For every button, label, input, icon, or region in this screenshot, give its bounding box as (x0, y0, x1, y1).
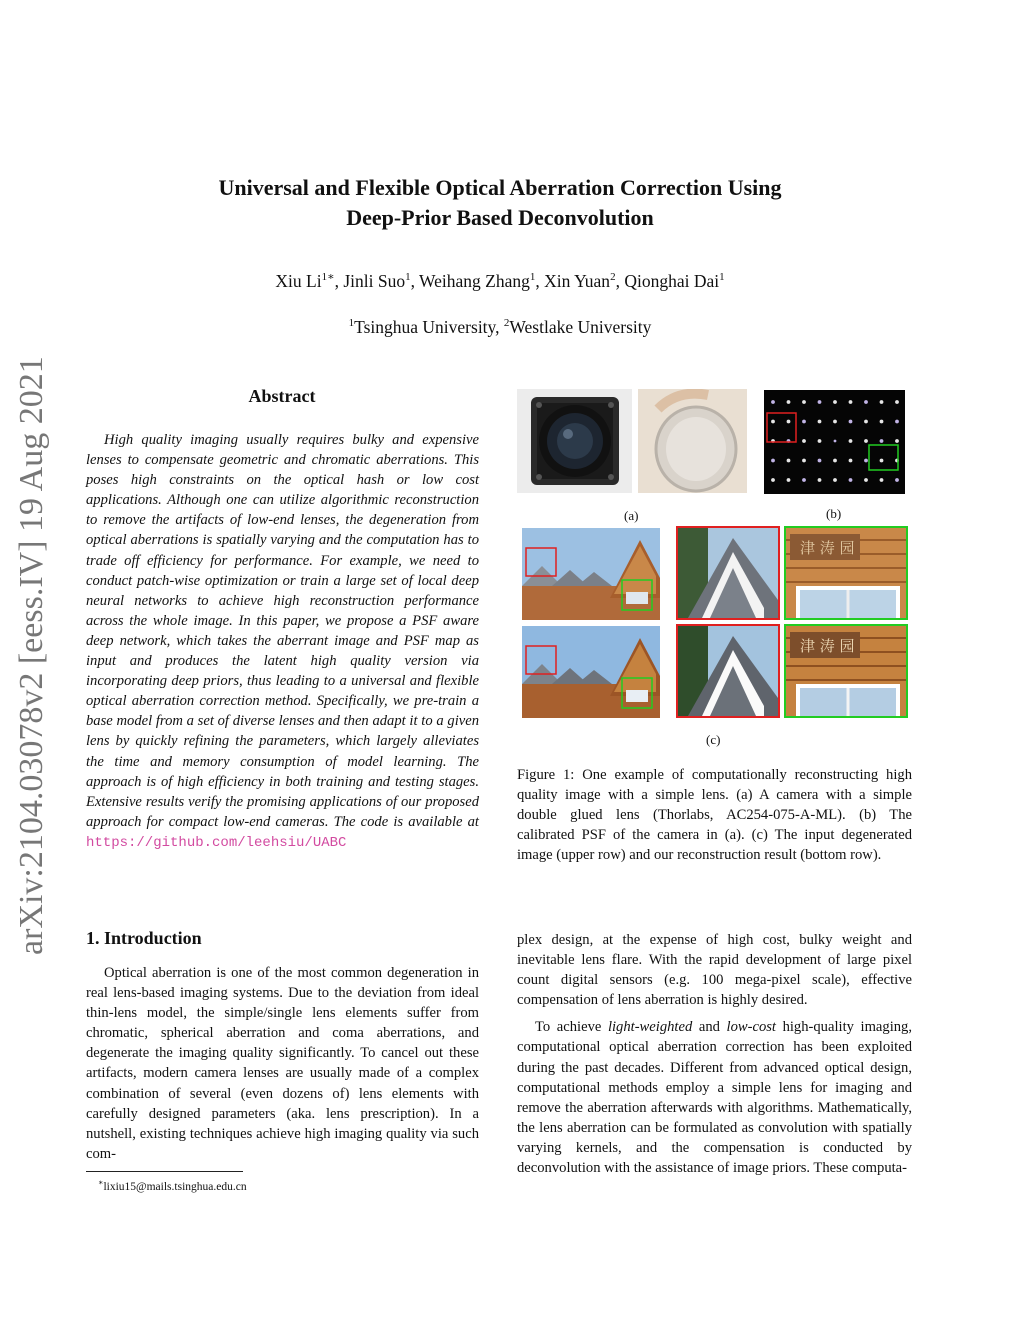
figure-caption: Figure 1: One example of computationally reconstructing high quality image with a simple lens. (a) A camera with a simple double glued lens (Thorlabs, AC254-075-A-ML). (b) The calibrated PSF of the camera in (a). (c) The input degenerated image (upper row) and our reconstruction result (bottom row). (517, 767, 912, 864)
author-3-affil: 1 (529, 271, 536, 283)
right-paragraph-2 (517, 1017, 912, 1178)
figure-input-crop-red (676, 526, 780, 620)
psf-dot (880, 400, 884, 404)
psf-dot (895, 420, 899, 424)
author-5-affil: 1 (719, 271, 725, 283)
author-1: Xiu Li (275, 270, 322, 291)
subfigure-label-c: (c) (706, 732, 721, 747)
psf-dot (833, 478, 837, 482)
affil-2: Westlake University (509, 317, 652, 337)
section-heading-introduction: 1. Introduction (86, 928, 202, 948)
title-line-1: Universal and Flexible Optical Aberration Correction Using (218, 175, 782, 200)
author-list (140, 270, 860, 292)
psf-dot (833, 420, 837, 424)
psf-dot (771, 420, 775, 424)
psf-dot (818, 400, 822, 404)
introduction-body (86, 963, 479, 1164)
author-3: , Weihang Zhang (410, 270, 530, 291)
footnote (98, 1178, 247, 1193)
psf-dot (864, 478, 868, 482)
footnote-rule (86, 1171, 243, 1172)
p2-text-3: high-quality imaging, computational optical aberration correction has been exploited during the past decades. Different from advanced optical design, computational methods employ a simple lens for imaging and remove the aberration afterwards with algorithms. Mathematically, the lens aberration can be formulated as convolution with spatially varying kernels, and the compensation is conducted by deconvolution with the assistance of image priors. These computa- (517, 1019, 912, 1177)
psf-dot (880, 439, 884, 443)
psf-dot (833, 459, 837, 463)
figure-output-crop-green (784, 624, 908, 718)
psf-dot (895, 400, 899, 404)
p2-text-1: To achieve (535, 1019, 608, 1036)
psf-dot (849, 459, 853, 463)
psf-dot (880, 459, 884, 463)
figure-camera-image (517, 389, 632, 493)
psf-dot (787, 420, 791, 424)
p2-text-2: and (692, 1019, 727, 1036)
affil-2-mark: 2 (503, 317, 510, 330)
figure-input-crop-green (784, 526, 908, 620)
psf-dot (849, 400, 853, 404)
abstract-text: High quality imaging usually requires bulky and expensive lenses to compensate geometric and chromatic aberrations. This poses high constraints on the optical hash or low cost applications. Although one can utilize algorithmic reconstruction to remove the artifacts of low-end lenses, the degeneration from optical aberrations is spatially varying and the computation has to trade off efficiency for performance. For example, we need to conduct patch-wise optimization or train a large set of local deep neural networks to achieve high reconstruction performance across the whole image. In this paper, we propose a PSF aware deep network, which takes the aberrant image and PSF map as input and produces the latent high quality version via incorporating deep priors, thus leading to a universal and flexible optical aberration correction method. Specifically, we pre-train a base model from a set of diverse lenses and then adapt it to a given lens by quickly refining the parameters, which largely alleviates the time and memory consumption of model learning. The approach is of high efficiency in both training and testing stages. Extensive results verify the promising applications of our proposed approach for compact low-end cameras. The code is available at (86, 432, 479, 830)
arxiv-identifier: arXiv:2104.03078v2 [eess.IV] 19 Aug 2021 (13, 356, 50, 955)
psf-dot (895, 478, 899, 482)
psf-dot (771, 400, 775, 404)
psf-dot (787, 400, 791, 404)
figure-input-house (522, 528, 660, 620)
abstract-heading: Abstract (248, 386, 316, 406)
subfigure-label-b: (b) (826, 506, 842, 521)
subfigure-label-a: (a) (624, 508, 639, 523)
psf-dot (802, 478, 806, 482)
footnote-email: lixiu15@mails.tsinghua.edu.cn (103, 1180, 247, 1193)
psf-dot (787, 459, 791, 463)
psf-dot (802, 420, 806, 424)
psf-dot (864, 439, 868, 443)
psf-dot (880, 420, 884, 424)
affil-1: Tsinghua University, (354, 317, 504, 337)
affiliations (140, 317, 860, 338)
author-2: , Jinli Suo (334, 270, 406, 291)
p2-emph-1: light-weighted (607, 1019, 693, 1036)
psf-dot (802, 400, 806, 404)
figure-output-crop-red (676, 624, 780, 718)
psf-dot (880, 478, 884, 482)
intro-paragraph: Optical aberration is one of the most common degeneration in real lens-based imaging systems. Due to the deviation from ideal thin-lens model, the simple/single lens elements suffer from chromatic, spherical aberration and coma aberrations, and degenerate the imaging quality significantly. To cancel out these artifacts, modern camera lenses are usually made of a complex combination of several (even dozens of) lens elements with carefully designed parameters (aka. lens prescription). In a nutshell, existing techniques achieve high imaging quality via such com- (86, 965, 479, 1162)
figure-psf-map (764, 390, 905, 494)
psf-dot (864, 459, 868, 463)
footnote-mark: ∗ (98, 1178, 104, 1187)
psf-dot (771, 459, 775, 463)
author-4: , Xin Yuan (535, 270, 611, 291)
sign-text-output: 津 涛 园 (800, 637, 855, 655)
right-column-body (517, 930, 912, 1185)
psf-dot (834, 440, 837, 443)
psf-dot (864, 420, 868, 424)
psf-dot (787, 478, 791, 482)
psf-dot (864, 400, 868, 404)
author-1-affil: 1∗ (321, 271, 335, 283)
right-paragraph-1: plex design, at the expense of high cost, bulky weight and inevitable lens flare. With the rapid development of large pixel count digital sensors (e.g. 100 mega-pixel scale), effective compensation of lens aberration is highly desired. (517, 932, 912, 1009)
sign-text-input: 津 涛 园 (800, 539, 855, 557)
affil-1-mark: 1 (348, 317, 355, 330)
author-5: , Qionghai Dai (615, 270, 720, 291)
psf-dot (818, 478, 822, 482)
psf-dot (771, 478, 775, 482)
psf-dot (802, 459, 806, 463)
psf-dot (895, 439, 899, 443)
title-line-2: Deep-Prior Based Deconvolution (346, 205, 654, 230)
psf-dot (818, 420, 822, 424)
author-4-affil: 2 (610, 271, 616, 283)
psf-dot (818, 439, 822, 443)
author-2-affil: 1 (405, 271, 411, 283)
psf-dot (849, 478, 853, 482)
paper-title (140, 173, 860, 233)
psf-dot (818, 459, 822, 463)
figure-lens-image (638, 389, 747, 493)
psf-green-box (869, 445, 898, 470)
psf-red-box (767, 413, 796, 442)
figure-output-house (522, 626, 660, 718)
code-link[interactable]: https://github.com/leehsiu/UABC (86, 834, 347, 851)
abstract-body (86, 430, 479, 853)
psf-dot (849, 420, 853, 424)
psf-dot (802, 439, 806, 443)
p2-emph-2: low-cost (726, 1019, 776, 1036)
psf-dot (833, 400, 837, 404)
psf-dot (849, 439, 853, 443)
